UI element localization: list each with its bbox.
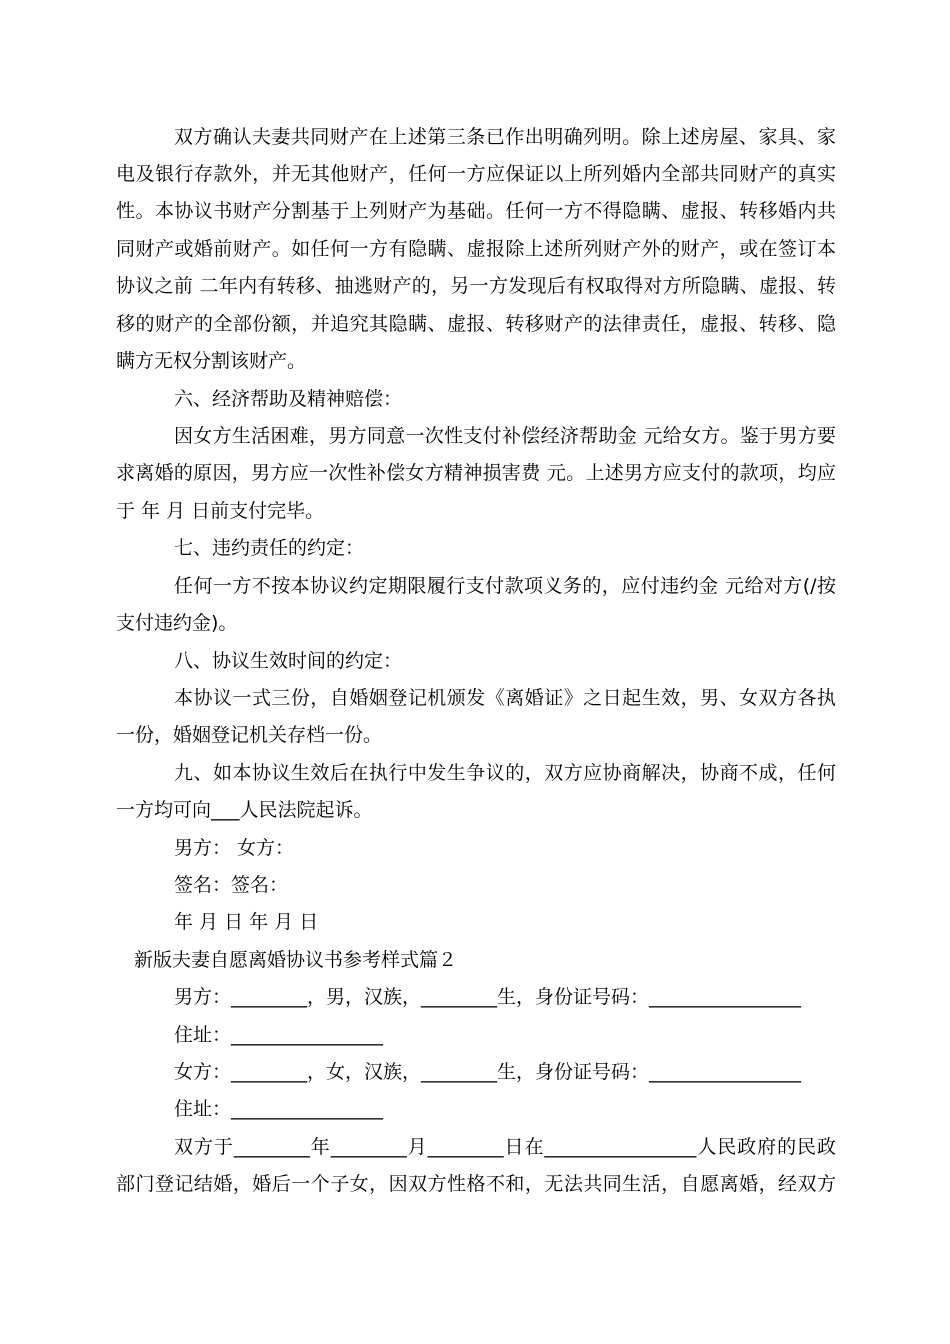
- text-line: 移的财产的全部份额，并追究其隐瞒、虚报、转移财产的法律责任，虚报、转移、隐: [116, 313, 836, 335]
- signature-line: 签名：签名：: [174, 874, 289, 896]
- date-line: 年 月 日 年 月 日: [174, 911, 319, 933]
- text-line: 九、如本协议生效后在执行中发生争议的，双方应协商解决，协商不成，任何: [174, 762, 836, 784]
- text-line: 同财产或婚前财产。如任何一方有隐瞒、虚报除上述所列财产外的财产，或在签订本: [116, 238, 836, 260]
- text-line: 支付违约金)。: [116, 612, 238, 634]
- text-line: 于 年 月 日前支付完毕。: [116, 500, 325, 522]
- text-line: 一方均可向___人民法院起诉。: [116, 799, 373, 821]
- text-line: 瞒方无权分割该财产。: [116, 350, 307, 372]
- text-line: 双方于________年________月________日在________________人民政府的民政: [174, 1136, 836, 1158]
- text-line: 因女方生活困难，男方同意一次性支付补偿经济帮助金 元给女方。鉴于男方要: [174, 425, 836, 447]
- text-line: 性。本协议书财产分割基于上列财产为基础。任何一方不得隐瞒、虚报、转移婚内共: [116, 200, 836, 222]
- article-title: 新版夫妻自愿离婚协议书参考样式篇２: [134, 949, 458, 971]
- party-female-address: 住址：________________: [174, 1098, 384, 1120]
- party-male-address: 住址：________________: [174, 1024, 384, 1046]
- text-line: 双方确认夫妻共同财产在上述第三条已作出明确列明。除上述房屋、家具、家: [174, 126, 836, 148]
- text-line: 一份，婚姻登记机关存档一份。: [116, 724, 383, 746]
- section-heading: 六、经济帮助及精神赔偿：: [174, 388, 403, 410]
- text-line: 求离婚的原因，男方应一次性补偿女方精神损害费 元。上述男方应支付的款项，均应: [116, 462, 836, 484]
- text-line: 部门登记结婚，婚后一个子女，因双方性格不和，无法共同生活，自愿离婚，经双方: [116, 1173, 836, 1195]
- text-line: 任何一方不按本协议约定期限履行支付款项义务的，应付违约金 元给对方(/按: [174, 575, 836, 597]
- text-line: 协议之前 二年内有转移、抽逃财产的，另一方发现后有权取得对方所隐瞒、虚报、转: [116, 275, 836, 297]
- text-line: 电及银行存款外，并无其他财产，任何一方应保证以上所列婚内全部共同财产的真实: [116, 163, 836, 185]
- section-heading: 七、违约责任的约定：: [174, 537, 365, 559]
- signature-parties: 男方： 女方：: [174, 837, 295, 859]
- section-heading: 八、协议生效时间的约定：: [174, 650, 403, 672]
- party-male-info: 男方：________，男，汉族，________生，身份证号码：________________: [174, 986, 802, 1008]
- party-female-info: 女方：________，女，汉族，________生，身份证号码：________________: [174, 1061, 802, 1083]
- text-line: 本协议一式三份，自婚姻登记机颁发《离婚证》之日起生效，男、女双方各执: [174, 687, 836, 709]
